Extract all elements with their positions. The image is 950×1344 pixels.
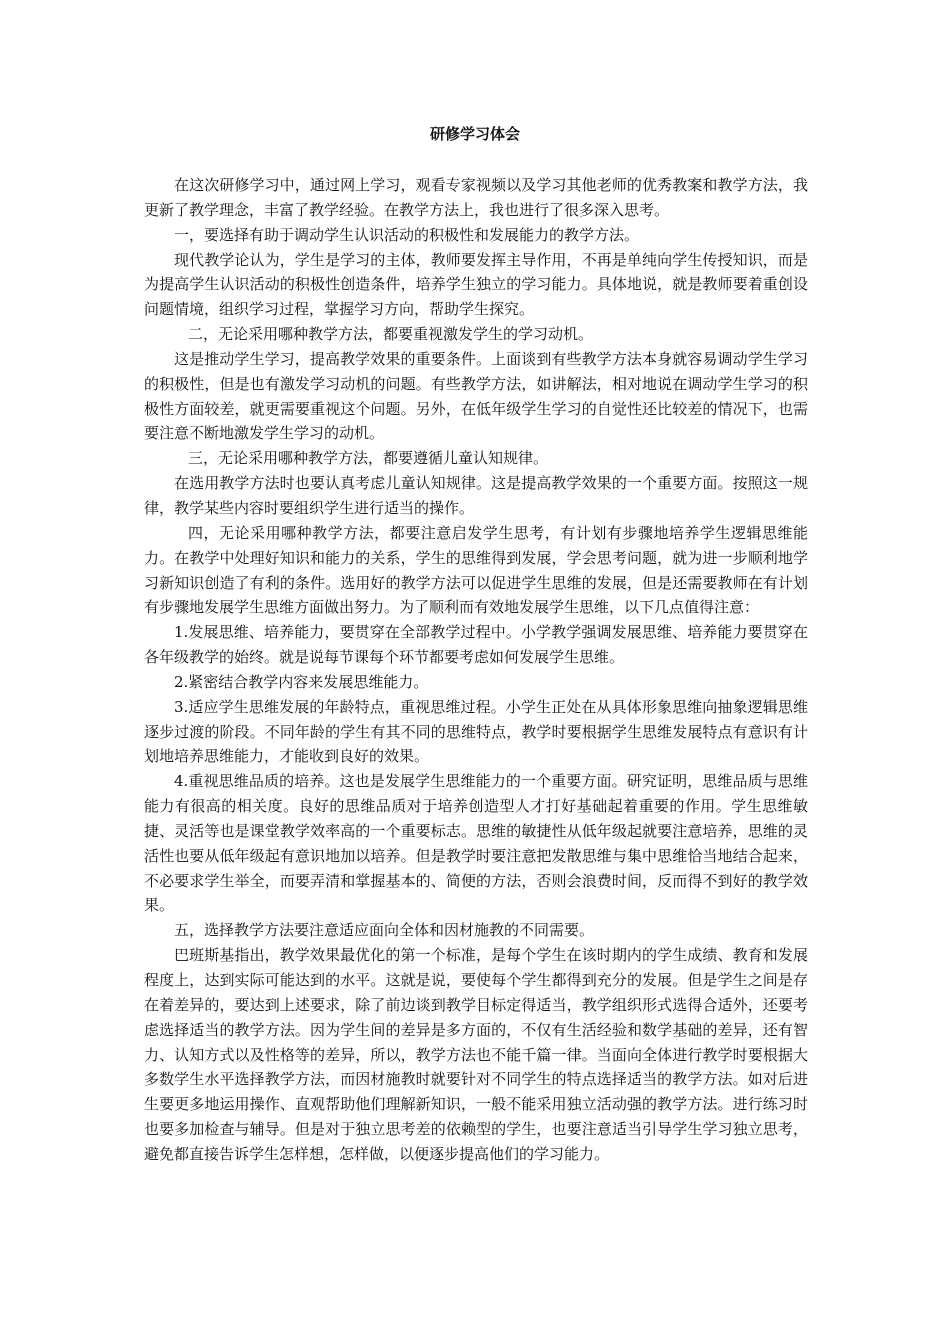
paragraph-heading-1: 一，要选择有助于调动学生认识活动的积极性和发展能力的教学方法。 (174, 225, 640, 244)
paragraph-heading-4: 四，无论采用哪种教学方法，都要注意启发学生思考，有计划有步骤地培养学生逻辑思维能力。在教学中处理好知识和能力的关系，学生的思维得到发展，学会思考问题，就为进一步顺利地学习新知识创造了有利的条件。选用好的教学方法可以促进学生思维的发展，但是还需要教师在有计划有步骤地发展学生思维方面做出努力。为了顺利而有效地发展学生思维，以下几点值得注意： (144, 523, 808, 617)
list-item-1: 1.发展思维、培养能力，要贯穿在全部教学过程中。小学教学强调发展思维、培养能力要贯穿在各年级教学的始终。就是说每节课每个环节都要考虑如何发展学生思维。 (144, 623, 808, 667)
document-title: 研修学习体会 (429, 125, 520, 143)
paragraph-1: 现代教学论认为，学生是学习的主体，教师要发挥主导作用，不再是单纯向学生传授知识，而是为提高学生认识活动的积极性创造条件，培养学生独立的学习能力。具体地说，就是教师要着重创设问题情境，组织学习过程，掌握学习方向，帮助学生探究。 (144, 250, 808, 319)
paragraph-3: 在选用教学方法时也要认真考虑儿童认知规律。这是提高教学效果的一个重要方面。按照这一规律，教学某些内容时要组织学生进行适当的操作。 (144, 474, 808, 517)
paragraph-heading-5: 五，选择教学方法要注意适应面向全体和因材施教的不同需要。 (174, 921, 595, 940)
document-body (144, 173, 808, 1167)
paragraph-heading-2: 二，无论采用哪种教学方法，都要重视激发学生的学习动机。 (188, 325, 594, 344)
list-item-3: 3.适应学生思维发展的年龄特点，重视思维过程。小学生正处在从具体形象思维向抽象逻辑思维逐步过渡的阶段。不同年龄的学生有其不同的思维特点，教学时要根据学生思维发展特点有意识有计划地培养思维能力，才能收到良好的效果。 (144, 697, 808, 766)
paragraph-5: 巴班斯基指出，教学效果最优化的第一个标准，是每个学生在该时期内的学生成绩、教育和发展程度上，达到实际可能达到的水平。这就是说，要使每个学生都得到充分的发展。但是学生之间是存在着差异的，要达到上述要求，除了前边谈到教学目标定得适当，教学组织形式选得合适外，还要考虑选择适当的教学方法。因为学生间的差异是多方面的，不仅有生活经验和数学基础的差异，还有智力、认知方式以及性格等的差异，所以，教学方法也不能千篇一律。当面向全体进行教学时要根据大多数学生水平选择教学方法，而因材施教时就要针对不同学生的特点选择适当的教学方法。如对后进生要更多地运用操作、直观帮助他们理解新知识，一般不能采用独立活动强的教学方法。进行练习时也要多加检查与辅导。但是对于独立思考差的依赖型的学生，也要注意适当引导学生学习独立思考，避免都直接告诉学生怎样想，怎样做，以便逐步提高他们的学习能力。 (144, 946, 808, 1163)
paragraph-2: 这是推动学生学习，提高教学效果的重要条件。上面谈到有些教学方法本身就容易调动学生学习的积极性，但是也有激发学习动机的问题。有些教学方法，如讲解法，相对地说在调动学生学习的积极性方面较差，就更需要重视这个问题。另外，在低年级学生学习的自觉性还比较差的情况下，也需要注意不断地激发学生学习的动机。 (144, 349, 808, 443)
list-item-2: 2.紧密结合教学内容来发展思维能力。 (174, 672, 429, 691)
paragraph-heading-3: 三，无论采用哪种教学方法，都要遵循儿童认知规律。 (188, 449, 549, 468)
paragraph-intro: 在这次研修学习中，通过网上学习，观看专家视频以及学习其他老师的优秀教案和教学方法，我更新了教学理念，丰富了教学经验。在教学方法上，我也进行了很多深入思考。 (144, 176, 808, 219)
list-item-4: 4.重视思维品质的培养。这也是发展学生思维能力的一个重要方面。研究证明，思维品质与思维能力有很高的相关度。良好的思维品质对于培养创造型人才打好基础起着重要的作用。学生思维敏捷、灵活等也是课堂教学效率高的一个重要标志。思维的敏捷性从低年级起就要注意培养，思维的灵活性也要从低年级起有意识地加以培养。但是教学时要注意把发散思维与集中思维恰当地结合起来，不必要求学生举全，而要弄清和掌握基本的、简便的方法，否则会浪费时间，反而得不到好的教学效果。 (144, 772, 808, 915)
